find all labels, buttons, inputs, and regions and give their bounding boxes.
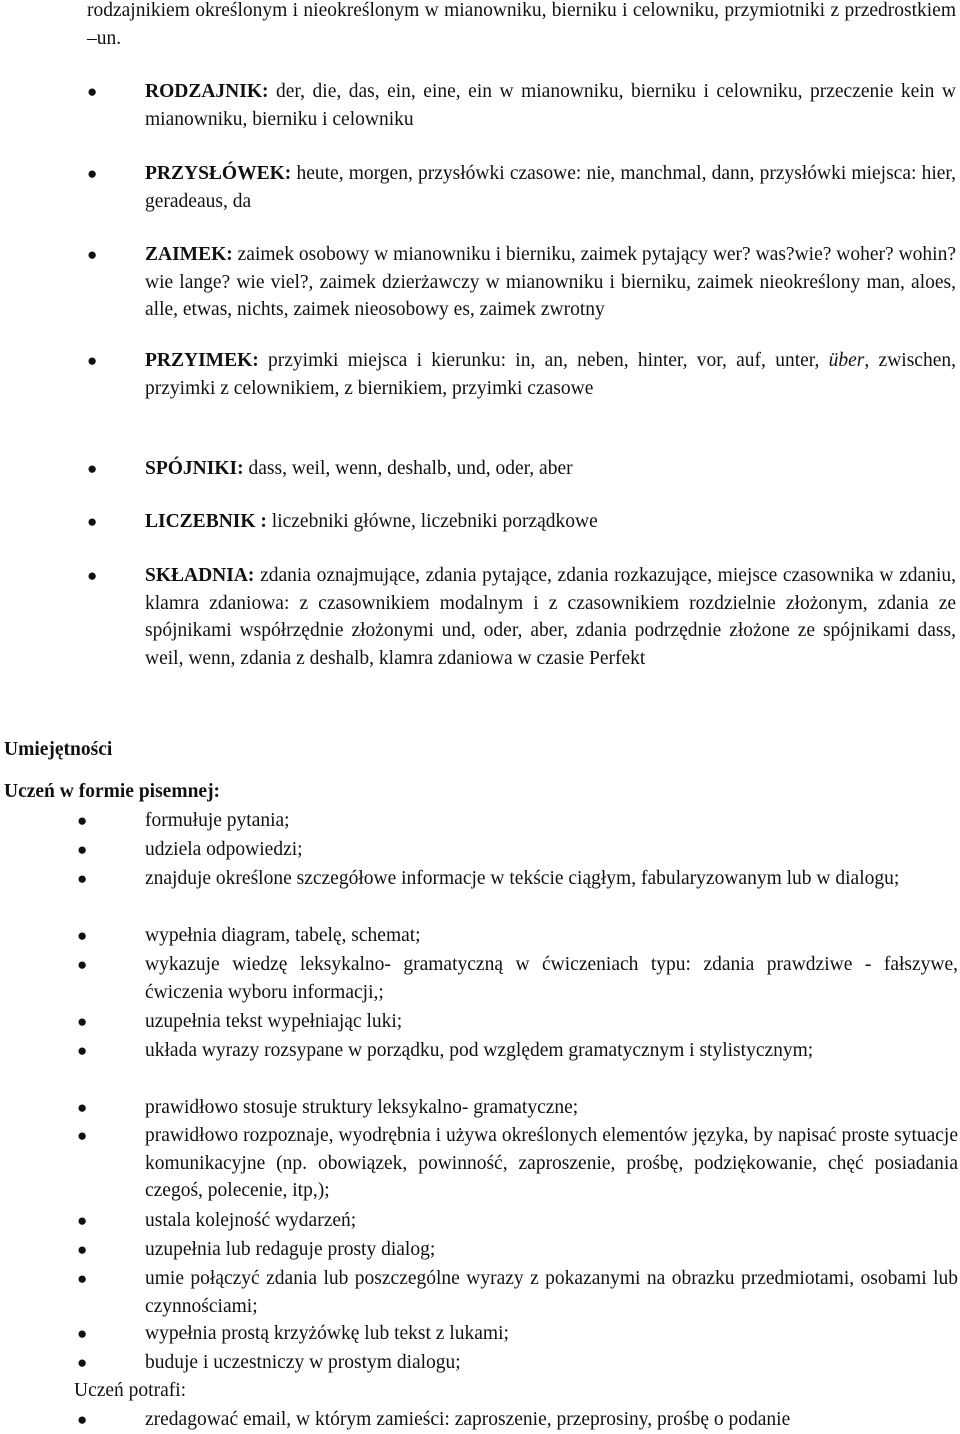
grammar-item-skladnia bbox=[87, 562, 956, 672]
term: LICZEBNIK : bbox=[145, 511, 267, 532]
bullet-icon: ● bbox=[77, 1410, 88, 1429]
bullet-icon: ● bbox=[87, 512, 98, 531]
bullet-icon: ● bbox=[77, 811, 88, 830]
term: PRZYIMEK: bbox=[145, 350, 259, 371]
term-text: heute, morgen, przysłówki czasowe: nie, manchmal, dann, przysłówki miejsca: hier, geradeaus, da bbox=[145, 163, 956, 212]
bullet-icon: ● bbox=[77, 1353, 88, 1372]
bullet-icon: ● bbox=[87, 245, 98, 264]
skill-item: ● ustala kolejność wydarzeń; bbox=[74, 1207, 958, 1235]
skill-item: ● formułuje pytania; bbox=[74, 807, 958, 835]
can-item: ● zredagować email, w którym zamieści: zaproszenie, przeprosiny, prośbę o podanie bbox=[74, 1406, 958, 1434]
term-text: liczebniki główne, liczebniki porządkowe bbox=[266, 511, 598, 532]
can-heading: Uczeń potrafi: bbox=[74, 1380, 187, 1401]
term-text: dass, weil, wenn, deshalb, und, oder, aber bbox=[243, 458, 573, 479]
skill-item: ● prawidłowo rozpoznaje, wyodrębnia i używa określonych elementów języka, by napisać proste sytuacje komunikacyjne (np. obowiązek, powinność, zaproszenie, prośbę, podziękowanie, chęć posiadania czegoś, polecenie, itp,); bbox=[74, 1122, 958, 1205]
skill-item: ● buduje i uczestniczy w prostym dialogu; bbox=[74, 1349, 958, 1377]
grammar-item-przyslowek bbox=[87, 160, 956, 215]
term-text: der, die, das, ein, eine, ein w mianowniku, bierniku i celowniku, przeczenie kein w mianowniku, bierniku i celowniku bbox=[145, 81, 956, 130]
skill-item: ● prawidłowo stosuje struktury leksykalno- gramatyczne; bbox=[74, 1094, 958, 1122]
italic-word: über bbox=[828, 350, 865, 371]
term: SKŁADNIA: bbox=[145, 565, 255, 586]
skill-item: ● układa wyrazy rozsypane w porządku, pod względem gramatycznym i stylistycznym; bbox=[74, 1037, 958, 1065]
skill-item: ● umie połączyć zdania lub poszczególne wyrazy z pokazanymi na obrazku przedmiotami, osobami lub czynnościami; bbox=[74, 1265, 958, 1320]
bullet-icon: ● bbox=[77, 1041, 88, 1060]
intro-paragraph: rodzajnikiem określonym i nieokreślonym w mianowniku, bierniku i celowniku, przymiotniki z przedrostkiem –un. bbox=[87, 0, 956, 49]
skill-item: ● wypełnia diagram, tabelę, schemat; bbox=[74, 922, 958, 950]
skill-item: ● uzupełnia tekst wypełniając luki; bbox=[74, 1008, 958, 1036]
grammar-item-zaimek bbox=[87, 241, 956, 324]
bullet-icon: ● bbox=[77, 1240, 88, 1259]
bullet-icon: ● bbox=[87, 164, 98, 183]
term-text: przyimki miejsca i kierunku: in, an, neben, hinter, vor, auf, unter, bbox=[258, 350, 829, 371]
term-text: zaimek osobowy w mianowniku i bierniku, zaimek pytający wer? was?wie? woher? wohin? wie lange? wie viel?, zaimek dzierżawczy w mianowniku i bierniku, zaimek nieokreślony man, aloes, alle, etwas, nichts, zaimek nieosobowy es, zaimek zwrotny bbox=[145, 244, 956, 320]
term: RODZAJNIK: bbox=[145, 81, 269, 102]
grammar-item-spojniki bbox=[87, 455, 956, 483]
skill-item: ● udziela odpowiedzi; bbox=[74, 836, 958, 864]
bullet-icon: ● bbox=[77, 1126, 88, 1145]
term: PRZYSŁÓWEK: bbox=[145, 163, 292, 184]
section-heading: Umiejętności bbox=[4, 739, 113, 760]
skill-item: ● znajduje określone szczegółowe informacje w tekście ciągłym, fabularyzowanym lub w dialogu; bbox=[74, 865, 958, 893]
skill-item: ● wykazuje wiedzę leksykalno- gramatyczną w ćwiczeniach typu: zdania prawdziwe - fałszywe, ćwiczenia wyboru informacji,; bbox=[74, 951, 958, 1006]
bullet-icon: ● bbox=[77, 1324, 88, 1343]
bullet-icon: ● bbox=[77, 955, 88, 974]
bullet-icon: ● bbox=[87, 459, 98, 478]
bullet-icon: ● bbox=[87, 566, 98, 585]
skill-item: ● uzupełnia lub redaguje prosty dialog; bbox=[74, 1236, 958, 1264]
written-heading: Uczeń w formie pisemnej: bbox=[4, 781, 221, 802]
bullet-icon: ● bbox=[77, 926, 88, 945]
grammar-item-liczebnik bbox=[87, 508, 956, 536]
term: SPÓJNIKI: bbox=[145, 458, 244, 479]
bullet-icon: ● bbox=[77, 1211, 88, 1230]
bullet-icon: ● bbox=[77, 840, 88, 859]
skill-item: ● wypełnia prostą krzyżówkę lub tekst z lukami; bbox=[74, 1320, 958, 1348]
bullet-icon: ● bbox=[77, 869, 88, 888]
bullet-icon: ● bbox=[87, 351, 98, 370]
term: ZAIMEK: bbox=[145, 244, 233, 265]
bullet-icon: ● bbox=[77, 1012, 88, 1031]
grammar-item-przyimek bbox=[87, 347, 956, 402]
bullet-icon: ● bbox=[87, 82, 98, 101]
bullet-icon: ● bbox=[77, 1098, 88, 1117]
bullet-icon: ● bbox=[77, 1269, 88, 1288]
grammar-item-rodzajnik bbox=[87, 78, 956, 133]
term-text: zdania oznajmujące, zdania pytające, zdania rozkazujące, miejsce czasownika w zdaniu, klamra zdaniowa: z czasownikiem modalnym i z czasownikiem rozdzielnie złożonym, zdania ze spójnikami współrzędnie złożonymi und, oder, aber, zdania podrzędnie złożone ze spójnikami dass, weil, wenn, zdania z deshalb, klamra zdaniowa w czasie Perfekt bbox=[145, 565, 956, 669]
term-tail: , zwischen, przyimki z celownikiem, z biernikiem, przyimki czasowe bbox=[145, 350, 956, 399]
